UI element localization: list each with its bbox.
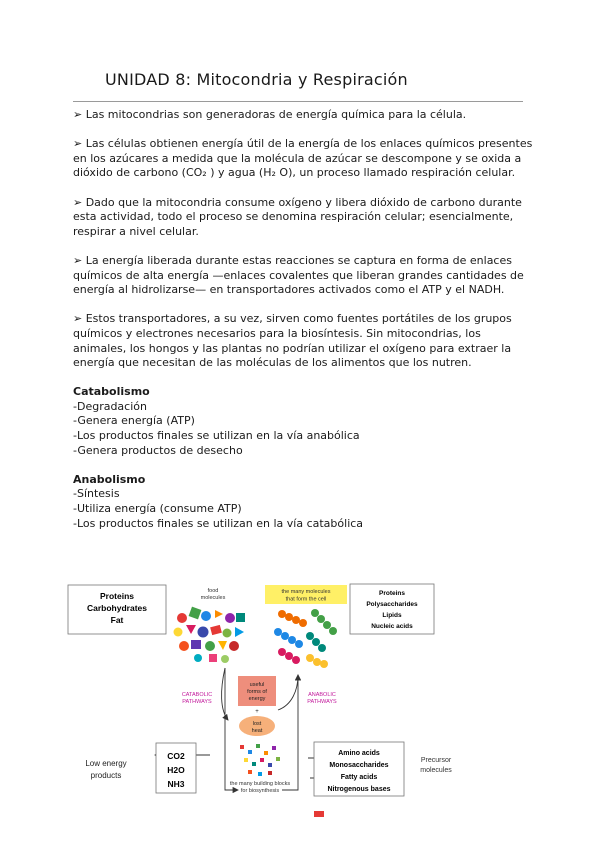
precursor-monosaccharides: Monosaccharides	[329, 762, 389, 769]
macromolecule-lipids: Lipids	[382, 612, 402, 619]
catabolism-heading: Catabolismo	[73, 385, 150, 399]
food-label-line: molecules	[200, 595, 226, 601]
paragraph-4: ➢ La energía liberada durante estas reacciones se captura en forma de enlaces químicos de alta energía —enlaces covalentes que liberan grandes cantidades de energía al hidrolizarse— en transportadores activados como el ATP y el NADH.	[73, 253, 524, 297]
energy-label-line: useful	[249, 682, 265, 688]
paragraph-5: ➢ Estos transportadores, a su vez, sirven como fuentes portátiles de los grupos químicos y electrones necesarios para la biosíntesis. Sin mitocondrias, los animales, los hongos y las plantas no podrían utilizar el oxígeno para extraer la energía que necesitan de las moléculas de los alimentos que los nutren.	[73, 312, 512, 370]
cell-molecules-illustration	[274, 609, 337, 668]
catabolism-item: -Genera energía (ATP)	[73, 414, 195, 428]
product-h2o: H2O	[167, 765, 185, 775]
precursor-label-line: molecules	[420, 767, 452, 774]
catabolism-item: -Los productos finales se utilizan en la vía anabólica	[73, 429, 360, 443]
catabolism-item: -Degradación	[73, 399, 147, 413]
anabolism-item: -Utiliza energía (consume ATP)	[73, 502, 242, 516]
macromolecule-proteins: Proteins	[378, 590, 406, 597]
catabolism-item: -Genera productos de desecho	[73, 443, 243, 457]
food-label-line: food	[207, 588, 219, 594]
decorative-mark	[314, 811, 324, 817]
macromolecule-polysaccharides: Polysaccharides	[366, 601, 418, 608]
anabolism-heading: Anabolismo	[73, 472, 146, 486]
anabolic-arrow-from-energy	[278, 675, 298, 710]
building-blocks-illustration	[240, 744, 280, 776]
anabolism-section	[73, 473, 533, 531]
metabolism-diagram	[60, 580, 460, 825]
precursor-fatty-acids: Fatty acids	[340, 774, 378, 781]
energy-label-line: energy	[248, 696, 266, 702]
catabolic-label-line: CATABOLIC	[181, 692, 213, 698]
building-blocks-label-line: for biosynthesis	[240, 788, 280, 794]
anabolic-arrow-from-blocks	[282, 675, 298, 790]
low-energy-label-line: products	[90, 771, 122, 780]
precursor-nitrogenous-bases: Nitrogenous bases	[327, 786, 391, 793]
anabolic-label-line: ANABOLIC	[308, 692, 336, 698]
paragraph-2: ➢ Las células obtienen energía útil de la energía de los enlaces químicos presentes en los azúcares a medida que la molécula de azúcar se descompone y se oxida a dióxido de carbono (CO₂ ) y agua (H₂ O), un proceso llamado respiración celular.	[73, 137, 533, 180]
heat-label-line: heat	[251, 728, 263, 734]
anabolism-item: -Síntesis	[73, 487, 120, 501]
precursor-amino-acids: Amino acids	[338, 750, 380, 757]
cell-label-line: that form the cell	[285, 596, 327, 603]
page-title: UNIDAD 8: Mitocondria y Respiración	[105, 70, 408, 89]
product-nh3: NH3	[167, 779, 185, 789]
food-molecules-illustration	[174, 607, 246, 663]
anabolism-item: -Los productos finales se utilizan en la vía catabólica	[73, 516, 364, 530]
energy-label-line: forms of	[247, 689, 267, 695]
macromolecule-nucleic-acids: Nucleic acids	[371, 623, 413, 630]
paragraph-1: ➢ Las mitocondrias son generadoras de energía química para la célula.	[73, 108, 467, 121]
macronutrient-fat: Fat	[110, 615, 124, 625]
product-co2: CO2	[167, 751, 185, 761]
low-energy-label-line: Low energy	[85, 759, 127, 768]
catabolism-section	[73, 385, 533, 458]
plus-sign: +	[255, 709, 259, 715]
building-blocks-label-line: the many building blocks	[229, 781, 291, 787]
anabolic-label-line: PATHWAYS	[307, 699, 337, 705]
macronutrient-proteins: Proteins	[99, 591, 135, 601]
document-body	[73, 108, 533, 546]
heat-label-line: lost	[252, 721, 262, 727]
paragraph-3: ➢ Dado que la mitocondria consume oxígeno y libera dióxido de carbono durante esta actividad, todo el proceso se denomina respiración celular; esencialmente, respirar a nivel celular.	[73, 195, 522, 238]
precursor-label-line: Precursor	[420, 757, 452, 764]
cell-label-line: the many molecules	[281, 589, 331, 595]
macronutrient-carbohydrates: Carbohydrates	[87, 603, 147, 613]
catabolic-arrow-to-blocks	[225, 668, 238, 790]
title-divider	[73, 101, 523, 102]
catabolic-label-line: PATHWAYS	[182, 699, 212, 705]
